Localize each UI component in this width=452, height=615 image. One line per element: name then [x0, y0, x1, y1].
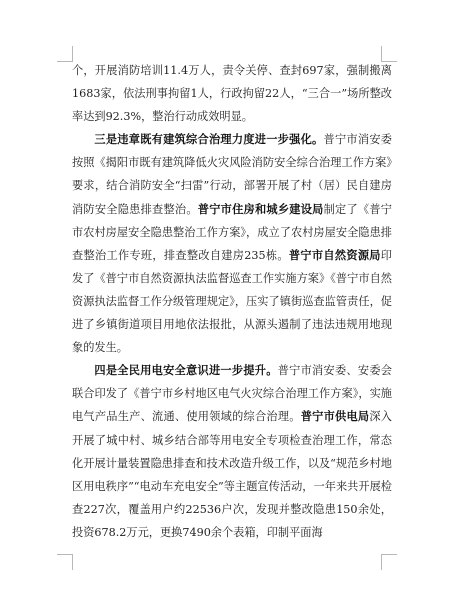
agency-name: 普宁市住房和城乡建设局: [197, 201, 324, 216]
paragraph-heading: 四是全民用电安全意识进一步提升。: [94, 363, 278, 378]
margin-mark-bottom-left: [57, 554, 73, 570]
paragraph-text: 普宁市消安委按照《揭阳市既有建筑降低火灾风险消防安全综合治理工作方案》要求，结合消防安全“扫雷”行动，部署开展了村（居）民自建房消防安全隐患排查整治。: [72, 133, 392, 216]
paragraph-continuation: [72, 59, 392, 128]
paragraph-building-governance: [72, 128, 392, 359]
agency-name: 普宁市供电局: [300, 409, 370, 424]
paragraph-text: 深入开展了城中村、城乡结合部等用电安全专项检查治理工作，常态化开展计量装置隐患排查和技术改造升级工作，以及“规范乡村地区用电秩序”“电动车充电安全”等主题宣传活动，一年来共开展检查227次，覆盖用户约22536户次，发现并整改隐患150余处，投资678.2万元，更换7490余个表箱，印制平面海: [72, 410, 392, 539]
margin-mark-top-left: [57, 46, 73, 62]
paragraph-text: 普宁市消安委、安委会联合印发了《普宁市乡村地区电气火灾综合治理工作方案》，实施电气产品生产、流通、使用领域的综合治理。: [72, 364, 392, 424]
paragraph-electrical-safety: [72, 359, 392, 544]
paragraph-text: 制定了《普宁市农村房屋安全隐患整治工作方案》，成立了农村房屋安全隐患排查整治工作专班，排查整改自建房235栋。: [72, 202, 392, 262]
paragraph-text: 印发了《普宁市自然资源执法监督巡查工作实施方案》《普宁市自然资源执法监督工作分级管理规定》，压实了镇街巡查监管责任，促进了乡镇街道项目用地依法报批，从源头遏制了违法违规用地现象的发生。: [72, 248, 392, 355]
paragraph-heading: 三是违章既有建筑综合治理力度进一步强化。: [94, 132, 324, 147]
document-body[interactable]: [72, 59, 392, 544]
margin-mark-bottom-right: [381, 554, 397, 570]
agency-name: 普宁市自然资源局: [288, 247, 381, 262]
paragraph-text: 个，开展消防培训11.4万人，责令关停、查封697家，强制搬离1683家，依法刑事拘留1人，行政拘留22人，“三合一”场所整改率达到92.3%，整治行动成效明显。: [72, 64, 392, 124]
